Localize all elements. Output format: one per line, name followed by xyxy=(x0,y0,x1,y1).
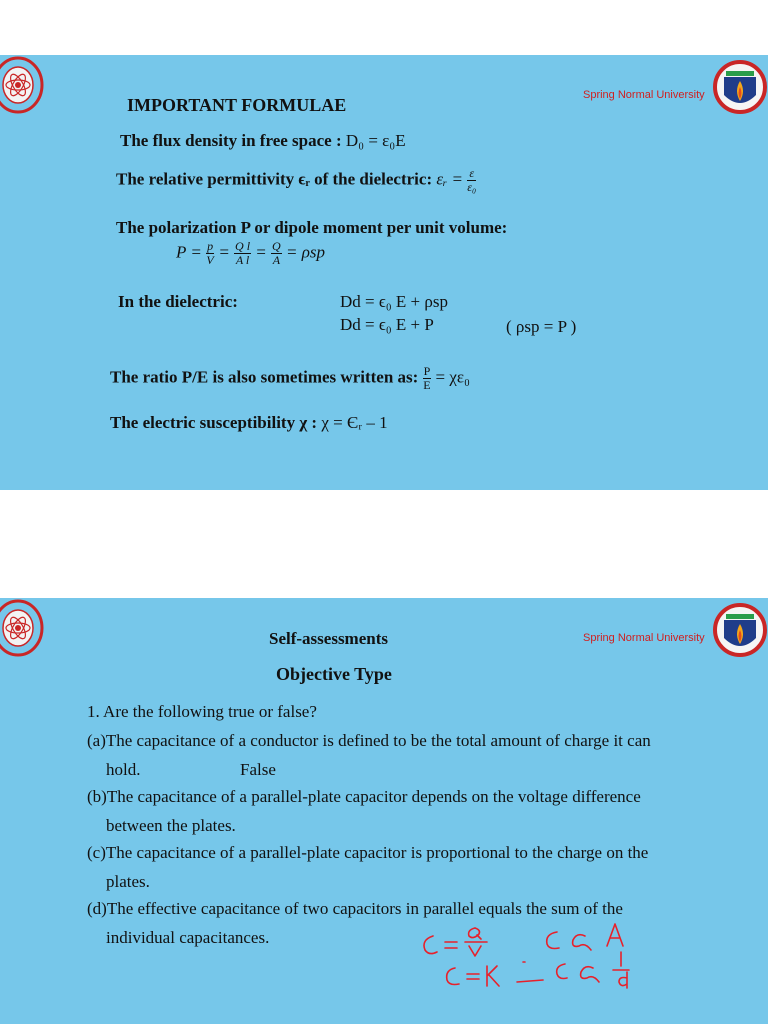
question-d-line1: (d)The effective capacitance of two capacitors in parallel equals the sum of the xyxy=(87,899,623,918)
dielectric-label: In the dielectric: xyxy=(118,292,238,311)
ratio-rhs: = χε₀ xyxy=(435,367,470,387)
question-b-line2: between the plates. xyxy=(106,816,236,835)
university-name: Spring Normal University xyxy=(583,89,705,101)
slide-self-assessments xyxy=(0,598,768,1024)
question-1: 1. Are the following true or false? xyxy=(87,702,317,721)
left-emblem-icon xyxy=(0,598,50,658)
ratio-fraction: $\frac{P}{E}$ xyxy=(423,364,431,392)
polarization-label: The polarization P or dipole moment per unit volume: xyxy=(116,218,508,237)
left-emblem-icon xyxy=(0,55,50,115)
susceptibility-line xyxy=(110,413,388,433)
sus-formula: χ = Єᵣ – 1 xyxy=(321,413,388,432)
rel-label: The relative permittivity ϵᵣ of the dielectric: xyxy=(116,169,437,189)
slide-important-formulae xyxy=(0,55,768,490)
rho-equals-p-note: ( ρsp = P ) xyxy=(506,317,577,336)
university-name: Spring Normal University xyxy=(583,632,705,644)
ratio-line xyxy=(110,365,470,392)
polarization-formula: P = $\frac{p}{V}$ = $\frac{\text{Q l}}{\text{A l}}$ = $\frac{Q}{A}$ = ρsp xyxy=(176,239,325,267)
section-title: Self-assessments xyxy=(269,629,388,648)
flux-label: The flux density in free space : xyxy=(120,131,346,150)
question-d-line2: individual capacitances. xyxy=(106,928,270,947)
dielectric-eq1: Dd = ϵ₀ E + ρsp xyxy=(340,292,448,311)
dielectric-eq2: Dd = ϵ₀ E + P xyxy=(340,315,434,334)
relative-permittivity-line xyxy=(116,167,476,194)
section-subtitle: Objective Type xyxy=(276,664,392,684)
rel-fraction: $\frac{\varepsilon}{\text{ε₀}}$ xyxy=(467,166,477,194)
page-title: IMPORTANT FORMULAE xyxy=(127,95,347,115)
flux-density-line xyxy=(120,131,406,151)
flux-formula: D₀ = ε₀E xyxy=(345,131,406,150)
right-emblem-icon xyxy=(710,57,768,117)
right-emblem-icon xyxy=(710,600,768,660)
sus-label: The electric susceptibility χ : xyxy=(110,413,322,432)
question-a-line2: hold. xyxy=(106,760,141,779)
question-b-line1: (b)The capacitance of a parallel-plate capacitor depends on the voltage difference xyxy=(87,787,641,806)
question-a-line1: (a)The capacitance of a conductor is defined to be the total amount of charge it can xyxy=(87,731,651,750)
rel-lhs: εᵣ = xyxy=(436,169,463,189)
question-a-answer: False xyxy=(240,760,276,779)
question-c-line2: plates. xyxy=(106,872,150,891)
handwritten-annotation xyxy=(415,918,655,993)
question-c-line1: (c)The capacitance of a parallel-plate capacitor is proportional to the charge on the xyxy=(87,843,649,862)
ratio-label: The ratio P/E is also sometimes written as: xyxy=(110,367,423,387)
